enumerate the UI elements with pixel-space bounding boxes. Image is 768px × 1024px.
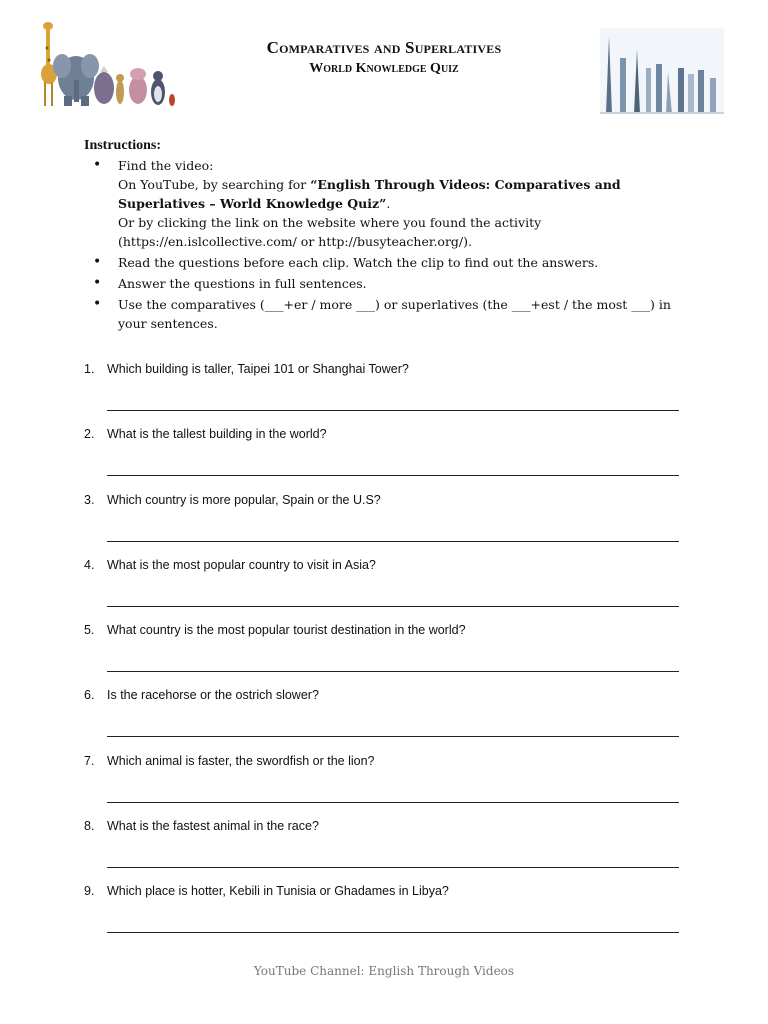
question-text: What is the fastest animal in the race?: [107, 819, 319, 834]
question-item: [84, 754, 684, 819]
instruction-text: Use the comparatives (___+er / more ___) or superlatives (the ___+est / the most ___) in your sentences.: [118, 297, 671, 331]
answer-line[interactable]: [107, 671, 679, 672]
instructions-section: [84, 136, 694, 335]
question-text: Is the racehorse or the ostrich slower?: [107, 688, 319, 703]
question-number: 2.: [84, 427, 95, 442]
instructions-list: [84, 156, 694, 333]
questions-list: [84, 362, 684, 950]
answer-line[interactable]: [107, 736, 679, 737]
question-item: [84, 558, 684, 623]
skyscrapers-image: [600, 28, 724, 114]
instructions-heading: Instructions:: [84, 138, 162, 153]
question-text: Which building is taller, Taipei 101 or Shanghai Tower?: [107, 362, 409, 376]
question-number: 3.: [84, 492, 95, 507]
question-item: [84, 362, 684, 427]
question-number: 6.: [84, 688, 95, 703]
instruction-item: [84, 274, 694, 293]
question-text: Which animal is faster, the swordfish or the lion?: [107, 753, 375, 768]
question-item: [84, 819, 684, 884]
answer-line[interactable]: [107, 867, 679, 868]
instruction-links: (https://en.islcollective.com/ or http://busyteacher.org/).: [118, 234, 472, 249]
question-number: 7.: [84, 753, 95, 768]
cartoon-animals-image: [38, 18, 178, 110]
question-number: 8.: [84, 819, 95, 834]
question-item: [84, 884, 684, 949]
question-text: What is the most popular country to visit in Asia?: [107, 557, 376, 572]
question-number: 4.: [84, 557, 95, 572]
question-item: [84, 427, 684, 492]
question-item: [84, 623, 684, 688]
question-text: Which country is more popular, Spain or the U.S?: [107, 492, 381, 507]
instruction-text: Read the questions before each clip. Watch the clip to find out the answers.: [118, 255, 599, 270]
instruction-item: [84, 295, 694, 333]
instruction-text: • Find the video:: [118, 158, 214, 173]
instruction-text: [118, 175, 694, 213]
question-text: What country is the most popular tourist destination in the world?: [107, 623, 466, 638]
question-text: What is the tallest building in the world?: [107, 427, 327, 442]
video-title: “English Through Videos: Comparatives and Superlatives – World Knowledge Quiz”: [118, 177, 621, 211]
page-title: Comparatives and Superlatives: [266, 38, 502, 57]
footer-text: YouTube Channel: English Through Videos: [253, 964, 515, 978]
question-item: [84, 688, 684, 753]
instruction-text-suffix: .: [386, 196, 391, 211]
question-item: [84, 493, 684, 558]
answer-line[interactable]: [107, 541, 679, 542]
instruction-text-prefix: On YouTube, by searching for: [118, 177, 311, 192]
question-text: Which place is hotter, Kebili in Tunisia or Ghadames in Libya?: [107, 884, 449, 899]
instruction-text: Or by clicking the link on the website where you found the activity: [118, 215, 542, 230]
question-number: 5.: [84, 623, 95, 638]
answer-line[interactable]: [107, 410, 679, 411]
question-number: 1.: [84, 362, 95, 376]
answer-line[interactable]: [107, 802, 679, 803]
instruction-item: [84, 156, 694, 251]
answer-line[interactable]: [107, 606, 679, 607]
page-subtitle: World Knowledge Quiz: [309, 61, 459, 76]
question-number: 9.: [84, 884, 95, 899]
answer-line[interactable]: [107, 932, 679, 933]
instruction-text: Answer the questions in full sentences.: [118, 276, 367, 291]
instruction-item: [84, 253, 694, 272]
answer-line[interactable]: [107, 475, 679, 476]
